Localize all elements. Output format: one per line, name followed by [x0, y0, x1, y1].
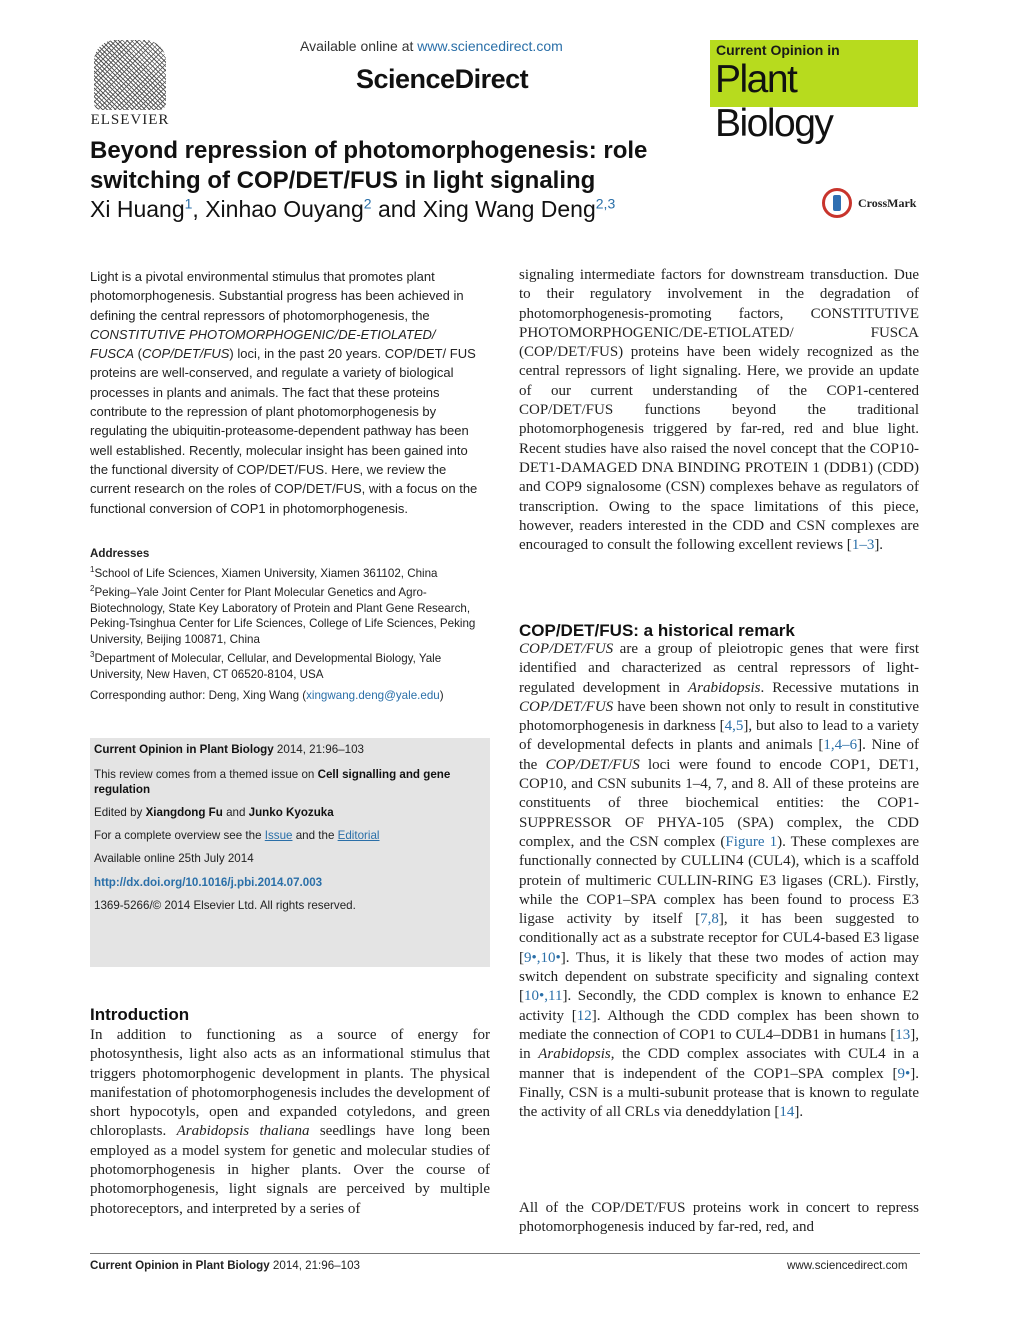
- paragraph-text: signaling intermediate factors for downstream transduction. Due to their regulatory involvement in the degradation of photomorphogenesis-promoting factors, CONSTITUTIVE PHOTOMORPHOGENIC/DE-ETIOLATED/ FUSCA (COP/DET/FUS) proteins have been widely recognized as the central repressors of light signaling. Here, we provide an update of our current understanding of the COP1-centered COP/DET/FUS functions beyond the traditional photomorphogenesis triggered by far-red, red and blue light. Recent studies have also raised the novel concept that the COP10-DET1-DAMAGED DNA BINDING PROTEIN 1 (DDB1) (CDD) and COP9 signalosome (CSN) complexes behave as regulators of transcription. Owing to the space limitations of this piece, however, readers interested in the CDD and CSN complexes are encouraged to consult the following excellent reviews [: [519, 267, 919, 554]
- author-separator: and: [371, 196, 423, 222]
- reference-link[interactable]: 4,5: [724, 718, 744, 735]
- info-copyright: 1369-5266/© 2014 Elsevier Ltd. All rights reserved.: [94, 899, 356, 912]
- right-column-paragraph: [519, 266, 919, 555]
- info-edited-and: and: [222, 806, 249, 819]
- reference-link[interactable]: 9•,10•: [524, 949, 561, 966]
- reference-link[interactable]: 12: [576, 1007, 592, 1024]
- author-list: [90, 196, 615, 223]
- paragraph-text: loci were found to encode COP1, DET1, COP10, and CSN subunits 1–4, 7, and 8. All of these proteins are constituents of three biochemical entities: the COP1-SUPPRESSOR OF PHYA-105 (SPA) complex, the CDD complex, and the CSN complex (: [519, 756, 919, 850]
- abstract-italic: CONSTITUTIVE PHOTOMORPHOGENIC/DE-ETIOLATED/ FUSCA: [90, 326, 436, 362]
- italic-term: COP/DET/FUS: [519, 641, 614, 657]
- journal-logo: [710, 40, 918, 145]
- introduction-body: [90, 1026, 490, 1219]
- issue-link[interactable]: Issue: [264, 829, 293, 842]
- address-number: 3: [90, 650, 95, 660]
- doi-link[interactable]: http://dx.doi.org/10.1016/j.pbi.2014.07.003: [94, 876, 323, 889]
- address-text: Peking–Yale Joint Center for Plant Molecular Genetics and Agro-Biotechnology, State Key Laboratory of Protein and Plant Gene Research, Peking-Tsinghua Center for Life Sciences, College of Life Sciences, Peking University, Beijing 100871, China: [90, 585, 476, 646]
- footer-journal: Current Opinion in Plant Biology: [90, 1259, 270, 1272]
- addresses: [90, 546, 485, 682]
- info-citation: [94, 742, 484, 757]
- info-editors: [94, 805, 484, 820]
- journal-logo-line1: Current Opinion in: [716, 42, 840, 58]
- info-citation-text: 2014, 21:96–103: [273, 743, 364, 756]
- paragraph-text: ].: [794, 1104, 804, 1121]
- reference-link[interactable]: 1,4–6: [823, 737, 858, 754]
- intro-text: seedlings have long been employed as a model system for genetic and molecular studies of photomorphogenesis in higher plants. Over the course of photomorphogenesis, light signals are perceived by multiple photoreceptors, and interpreted by a series of: [90, 1123, 490, 1217]
- crossmark-icon: [822, 188, 852, 218]
- address-item: [90, 647, 485, 682]
- info-available: Available online 25th July 2014: [94, 852, 254, 865]
- paragraph-text: , the CDD complex associates with CUL4 in a manner that is independent of the COP1–SPA complex [: [519, 1046, 919, 1082]
- abstract-text: (: [134, 346, 143, 362]
- address-text: Department of Molecular, Cellular, and Developmental Biology, Yale University, New Haven, CT 06520-8104, USA: [90, 652, 442, 681]
- editorial-link[interactable]: Editorial: [337, 829, 380, 842]
- footer-citation: [90, 1259, 360, 1272]
- italic-term: Arabidopsis: [538, 1046, 611, 1063]
- section-paragraph-2: All of the COP/DET/FUS proteins work in concert to repress photomorphogenesis induced by far-red, red, and: [519, 1200, 919, 1236]
- info-edited-prefix: Edited by: [94, 806, 146, 819]
- paragraph-text: ], it has been suggested to conditionally act as a substrate receptor for CUL4-based E3 ligase [: [519, 911, 919, 966]
- footer-citation-text: 2014, 21:96–103: [269, 1259, 360, 1272]
- address-item: [90, 562, 485, 581]
- abstract-italic: COP/DET/FUS: [142, 346, 230, 362]
- info-journal: Current Opinion in Plant Biology: [94, 743, 274, 756]
- intro-italic: Arabidopsis thaliana: [176, 1123, 310, 1140]
- elsevier-logo: [90, 40, 170, 130]
- intro-text: In addition to functioning as a source of energy for photosynthesis, light also acts as an informational stimulus that triggers photomorphogenic development in plants. The physical manifestation of photomorphogenesis includes the development of short hypocotyls, open and expanded cotyledons, and green chloroplasts.: [90, 1027, 490, 1140]
- reference-link[interactable]: 7,8: [700, 911, 719, 928]
- paragraph-text: ], in: [519, 1026, 919, 1063]
- italic-term: COP/DET/FUS: [519, 698, 614, 715]
- info-themed-topic: Cell signalling and gene regulation: [94, 768, 451, 796]
- sciencedirect-wordmark: ScienceDirect: [356, 64, 529, 94]
- reference-link[interactable]: 9•: [897, 1065, 911, 1082]
- address-number: 1: [90, 564, 95, 574]
- crossmark-label: CrossMark: [858, 195, 917, 210]
- author-name: Xing Wang Deng: [422, 196, 596, 222]
- author-name: Xi Huang: [90, 196, 185, 222]
- available-prefix: Available online at: [300, 38, 418, 54]
- italic-term: COP/DET/FUS: [545, 756, 640, 773]
- footer-divider: [90, 1253, 920, 1254]
- introduction-heading: Introduction: [90, 1005, 190, 1024]
- abstract-text: Light is a pivotal environmental stimulus that promotes plant photomorphogenesis. Substantial progress has been achieved in defining the central repressors of photomorphogenesis, the: [90, 269, 464, 323]
- info-themed-prefix: This review comes from a themed issue on: [94, 768, 318, 781]
- address-number: 2: [90, 584, 95, 594]
- section-heading: COP/DET/FUS: a historical remark: [519, 621, 795, 640]
- paragraph-text: ]. Nine of the: [519, 737, 919, 773]
- info-editor: Junko Kyozuka: [248, 806, 334, 819]
- address-item: [90, 581, 485, 647]
- italic-term: Arabidopsis: [687, 679, 761, 696]
- corresponding-prefix: Corresponding author: Deng, Xing Wang (: [90, 689, 307, 702]
- info-overview-and: and the: [292, 829, 338, 842]
- info-overview-prefix: For a complete overview see the: [94, 829, 265, 842]
- journal-logo-line2: Plant Biology: [715, 58, 833, 145]
- reference-link[interactable]: 10•,11: [524, 988, 563, 1005]
- info-overview: [94, 828, 484, 843]
- info-doi: [94, 875, 484, 890]
- corresponding-author: [90, 689, 490, 702]
- reference-link[interactable]: 13: [895, 1026, 911, 1043]
- author-name: Xinhao Ouyang: [205, 196, 364, 222]
- reference-link[interactable]: 1–3: [851, 537, 875, 554]
- author-affiliation[interactable]: 1: [184, 195, 193, 212]
- available-online: [300, 38, 563, 54]
- paragraph-text: ]. Although the CDD complex has been shown to mediate the connection of COP1 to CUL4–DDB1 in humans [: [519, 1007, 919, 1043]
- footer-site: www.sciencedirect.com: [787, 1259, 908, 1272]
- abstract-text: ) loci, in the past 20 years. COP/DET/ FUS proteins are well-conserved, and regulate a variety of biological processes in plants and animals. The fact that these proteins contribute to the repression of plant photomorphogenesis by regulating the ubiquitin-proteasome-dependent pathway has been well established. Recently, molecular insight has been gained into the functional diversity of COP/DET/FUS. Here, we review the current research on the roles of COP/DET/FUS, with a focus on the functional conversion of COP1 in photomorphogenesis.: [90, 346, 478, 516]
- paragraph-text: ], but also to lead to a variety of developmental defects in plants and animals [: [519, 718, 920, 754]
- paragraph-text: ]. Thus, it is likely that these two modes of action may switch dependent on substrate specificity and signaling context [: [519, 949, 919, 1005]
- author-affiliation[interactable]: 2: [363, 195, 372, 212]
- address-text: School of Life Sciences, Xiamen University, Xiamen 361102, China: [94, 566, 438, 580]
- paragraph-text: ].: [874, 537, 884, 554]
- corresponding-suffix: ): [439, 689, 444, 702]
- paragraph-text: have been shown not only to result in constitutive photomorphogenesis in darkness [: [519, 698, 919, 735]
- author-separator: ,: [192, 196, 206, 222]
- addresses-heading: Addresses: [90, 547, 150, 560]
- reference-link[interactable]: 14: [779, 1104, 795, 1121]
- article-info-box: [90, 738, 490, 967]
- section-body: [519, 640, 919, 1122]
- elsevier-tree-icon: [94, 40, 166, 110]
- corresponding-email-link[interactable]: xingwang.deng@yale.edu: [306, 689, 440, 702]
- sciencedirect-link[interactable]: www.sciencedirect.com: [417, 38, 563, 54]
- paragraph-text: are a group of pleiotropic genes that were first identified and characterized as central repressors of light-regulated development in: [519, 641, 919, 696]
- elsevier-wordmark: ELSEVIER: [90, 112, 170, 128]
- abstract: [90, 267, 480, 518]
- paragraph-text: ]. Secondly, the CDD complex is known to enhance E2 activity [: [519, 988, 919, 1024]
- info-editor: Xiangdong Fu: [145, 806, 223, 819]
- crossmark-badge[interactable]: [822, 186, 916, 220]
- paragraph-text: . Recessive mutations in: [760, 679, 919, 696]
- author-affiliation[interactable]: 2,3: [595, 195, 616, 212]
- article-title: Beyond repression of photomorphogenesis: role switching of COP/DET/FUS in light signaling: [90, 137, 648, 194]
- reference-link[interactable]: Figure 1: [725, 833, 778, 850]
- info-themed-issue: [94, 767, 484, 797]
- paragraph-text: ). These complexes are functionally connected by CULLIN4 (CUL4), which is a scaffold protein of multimeric CULLIN-RING E3 ligases (CRL). Firstly, while the COP1–SPA complex has been found to process E3 ligase activity by itself [: [519, 833, 919, 928]
- paragraph-text: ]. Finally, CSN is a multi-subunit protease that is known to regulate the activity of all CRLs via deneddylation [: [519, 1065, 919, 1121]
